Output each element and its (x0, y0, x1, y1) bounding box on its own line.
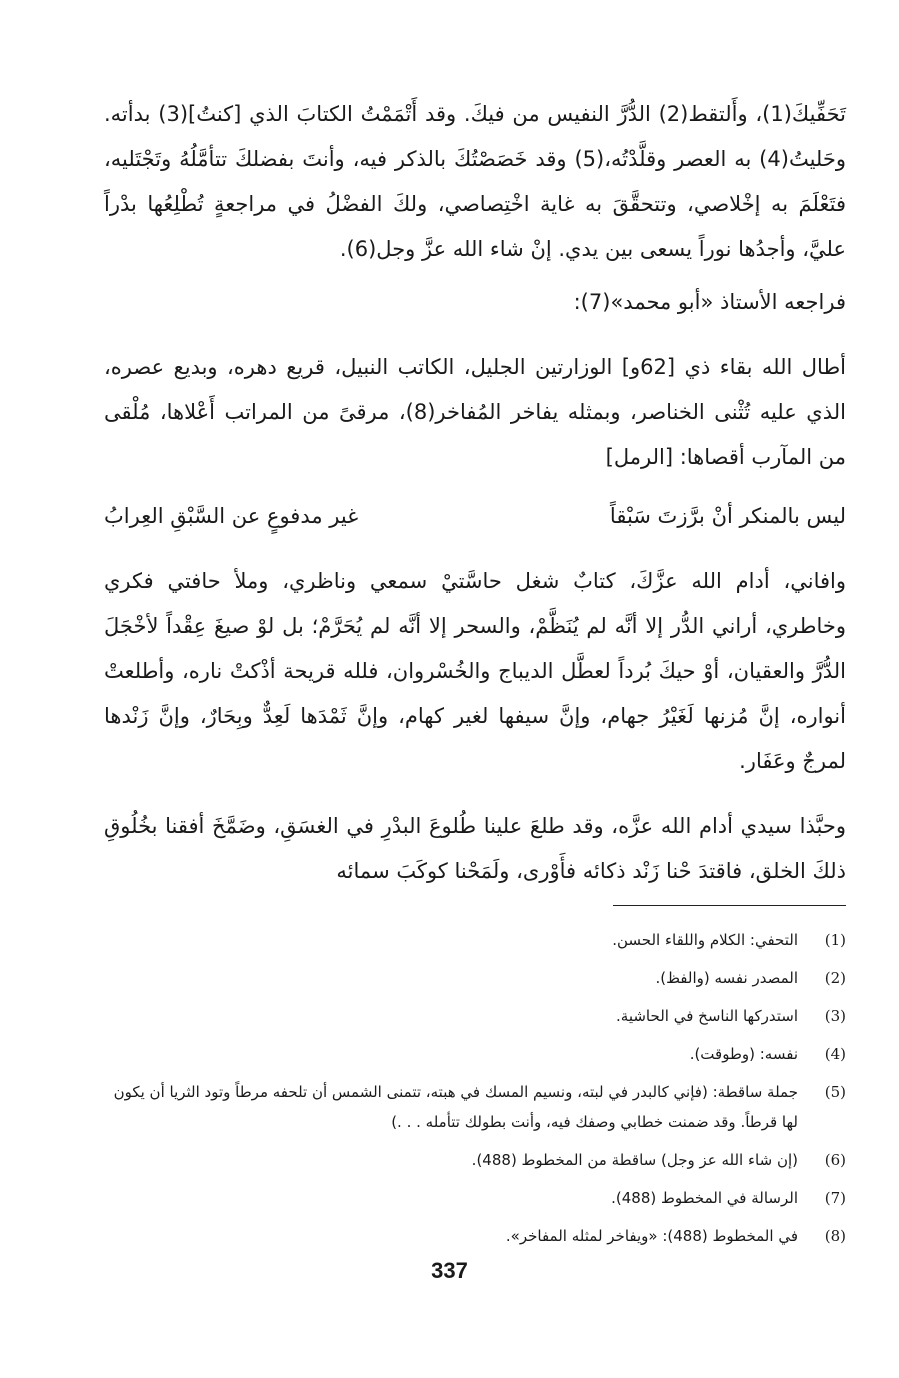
footnote-text: الرسالة في المخطوط (488). (611, 1189, 798, 1207)
poem-verse (104, 494, 846, 539)
footnote-number: (1) (824, 931, 846, 949)
paragraph-1: تَحَفِّيكَ(1)، وأَلتقط(2) الدُّرَّ النفيس من فيكَ. وقد أَتْمَمْتُ الكتابَ الذي [كنتُ](3) بدأته. وحَليتُ(4) به العصر وقلَّدْتُه،(5) وقد خَصَصْتُكَ بالذكر فيه، وأنتَ بفضلكَ تتأمَّلُهُ وتَجْتَليه، فتَعْلَمَ به إخْلاصي، وتتحقَّقَ به غاية اخْتِصاصي، ولكَ الفضْلُ في مراجعةٍ تُطْلِعُها بدْراً عليَّ، وأجدُها نوراً يسعى بين يدي. إنْ شاء الله عزَّ وجل(6). (104, 102, 846, 261)
footnote-number: (5) (824, 1083, 846, 1101)
footnote (104, 925, 846, 955)
footnote-text: استدركها الناسخ في الحاشية. (616, 1007, 798, 1025)
footnote-text: جملة ساقطة: (فإني كالبدر في لبته، ونسيم المسك في هبته، تتمنى الشمس أن تلحفه مرطاً وتود الثريا أن يكون لها قرطاً. وقد ضمنت خطابي وصفك فيه، وأنت بطولك تتأمله . . .) (113, 1083, 798, 1131)
footnote-number: (4) (824, 1045, 846, 1063)
footnote (104, 1039, 846, 1069)
footnote-number: (6) (824, 1151, 846, 1169)
footnote-text: المصدر نفسه (والفظ). (655, 969, 798, 987)
footnote (104, 963, 846, 993)
footnote-text: (إن شاء الله عز وجل) ساقطة من المخطوط (488). (471, 1151, 798, 1169)
footnote-number: (3) (824, 1007, 846, 1025)
footnote-separator (613, 905, 846, 906)
footnote (104, 1077, 846, 1137)
footnote (104, 1001, 846, 1031)
footnote-number: (2) (824, 969, 846, 987)
footnote-number: (7) (824, 1189, 846, 1207)
footnotes (104, 925, 846, 1259)
verse-hemistich-left: غير مدفوعٍ عن السَّبْقِ العِرابُ (104, 504, 359, 528)
paragraph-4: وافاني، أدام الله عزَّكَ، كتابٌ شغل حاسَّتيْ سمعي وناظري، وملأ حافتي فكري وخاطري، أراني الدُّر إلا أنَّه لم يُنَظَّمْ، والسحر إلا أنَّه لم يُحَرَّمْ؛ بل لوْ صيغَ عِقْداً لأخْجَلَ الدُّرَّ والعقيان، أوْ حيكَ بُرداً لعطَّل الديباج والخُسْروان، فلله قريحة أذْكتْ ناره، وأطلعتْ أنواره، إنَّ مُزنها لَغَيْرُ جهام، وإنَّ سيفها لغير كهام، وإنَّ ثَمْدَها لَعِدٌّ وبِحَارٌ، وإنَّ زَنْدها لمرجٌ وعَفَار. (104, 569, 846, 773)
verse-hemistich-right: ليس بالمنكر أنْ برَّزتَ سَبْقاً (609, 504, 846, 528)
paragraph-reply-intro: فراجعه الأستاذ «أبو محمد»(7): (573, 290, 846, 314)
footnote-text: في المخطوط (488): «ويفاخر لمثله المفاخر». (505, 1227, 798, 1245)
footnote-number: (8) (824, 1227, 846, 1245)
footnote (104, 1145, 846, 1175)
paragraph-3: أطال الله بقاء ذي [62و] الوزارتين الجليل، الكاتب النبيل، قريع دهره، وبديع عصره، الذي عليه تُثْنى الخناصر، وبمثله يفاخر المُفاخر(8)، مرقىً من المراتب أَعْلاها، مُلْقى من المآرب أقصاها: [الرمل] (104, 355, 847, 469)
page-number: 337 (431, 1258, 468, 1283)
footnote-text: التحفي: الكلام واللقاء الحسن. (612, 931, 798, 949)
main-text (104, 92, 846, 894)
footnote-text: نفسه: (وطوقت). (689, 1045, 798, 1063)
footnote (104, 1221, 846, 1251)
footnote (104, 1183, 846, 1213)
paragraph-5: وحبَّذا سيدي أدام الله عزَّه، وقد طلعَ علينا طُلوعَ البدْرِ في الغسَقِ، وضَمَّخَ أفقنا بخُلُوقِ ذلكَ الخلق، فاقتدَ حْنا زَنْد ذكائه فأَوْرى، ولَمَحْنا كوكَبَ سمائه (104, 814, 846, 883)
